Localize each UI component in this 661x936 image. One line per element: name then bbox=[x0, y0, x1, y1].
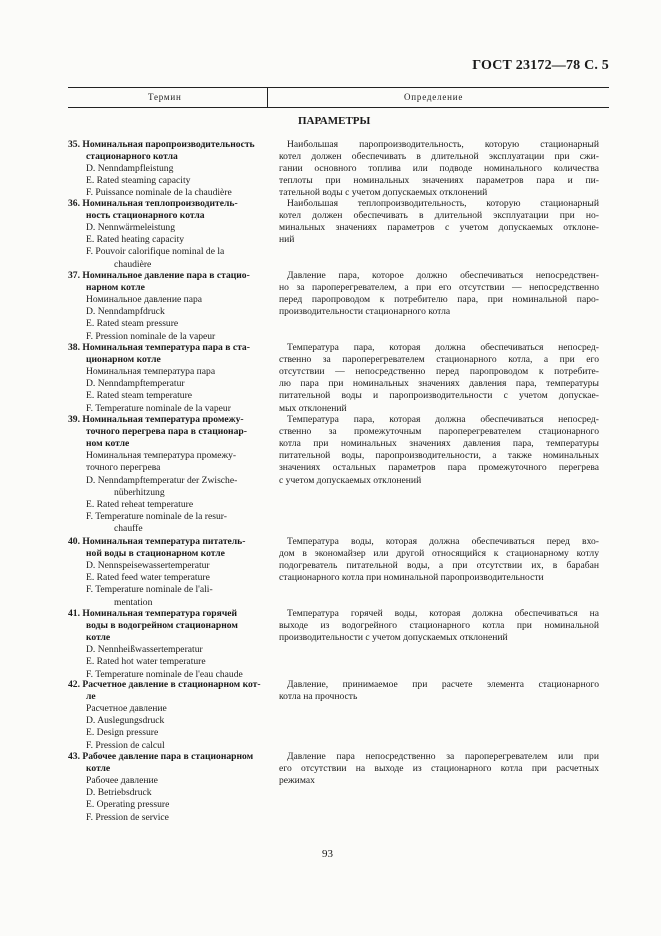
definition-line: режимах bbox=[279, 775, 315, 787]
term-line: E. Rated steaming capacity bbox=[86, 175, 191, 187]
term-line: D. Auslegungsdruck bbox=[86, 715, 165, 727]
term-line: F. Temperature nominale de la vapeur bbox=[86, 402, 231, 414]
term-line: котле bbox=[86, 763, 111, 775]
term-line: D. Nenndampftemperatur bbox=[86, 378, 185, 390]
definition-line: подогреватель питательной воды, а при отсутствии их, в барабан bbox=[279, 560, 599, 572]
term-line: ность стационарного котла bbox=[86, 210, 205, 222]
definition-line: теплоты при номинальных значениях параметров пара и пи- bbox=[279, 175, 599, 187]
term-line: ле bbox=[86, 691, 96, 703]
term-line: mentation bbox=[114, 596, 153, 608]
definition-line: Температура пара, которая должна обеспечиваться непосред- bbox=[287, 414, 599, 425]
definition-line: минальных значениях параметров с учетом допускаемых отклоне- bbox=[279, 222, 599, 234]
definition-line: значениях остальных параметров пара промежуточного перегрева bbox=[279, 462, 599, 474]
definition-line: Наибольшая паропроизводительность, которую стационарный bbox=[287, 139, 599, 150]
definition-line: его отсутствии на выходе из стационарного котла при расчетных bbox=[279, 763, 599, 775]
definition-line: ственно за промежуточным пароперегревателем стационарного bbox=[279, 426, 599, 438]
definition-line: тательной воды с учетом допускаемых отклонений bbox=[279, 187, 488, 199]
definition-line: мых отклонений bbox=[279, 402, 347, 414]
term-line: F. Temperature nominale de la resur- bbox=[86, 510, 227, 522]
term-line: стационарного котла bbox=[86, 151, 178, 163]
definition-line: производительности стационарного котла bbox=[279, 306, 451, 318]
definition-line: гании основного топлива или подводе номинального количества bbox=[279, 163, 599, 175]
term-line: 35. Номинальная паропроизводительность bbox=[68, 139, 255, 150]
term-line: 38. Номинальная температура пара в ста- bbox=[68, 342, 250, 353]
definition-line: отсутствии — непосредственно перед паропроводом к потребите- bbox=[279, 366, 599, 378]
term-line: D. Nenndampftemperatur der Zwische- bbox=[86, 474, 238, 486]
term-line: точного перегрева пара в стационар- bbox=[86, 426, 247, 438]
definition-line: ственно за пароперегревателем стационарного котла, а при его bbox=[279, 354, 599, 366]
term-line: E. Rated steam pressure bbox=[86, 318, 179, 330]
term-line: E. Rated feed water temperature bbox=[86, 572, 210, 584]
definition-line: перед паропроводом к потребителю пара, при номинальной паро- bbox=[279, 294, 599, 306]
page-number: 93 bbox=[322, 848, 333, 860]
term-line: ционарном котле bbox=[86, 354, 161, 366]
term-line: F. Pression de calcul bbox=[86, 739, 165, 751]
term-line: D. Nenndampfleistung bbox=[86, 163, 174, 175]
definition-line: питательной воды, паропроизводительности, а также номинальных bbox=[279, 450, 599, 462]
term-line: 43. Рабочее давление пара в стационарном bbox=[68, 751, 254, 762]
term-line: chaudière bbox=[114, 258, 152, 270]
definition-line: ний bbox=[279, 234, 295, 246]
definition-line: Температура воды, которая должна обеспечиваться перед вхо- bbox=[287, 536, 599, 547]
term-line: F. Puissance nominale de la chaudière bbox=[86, 187, 232, 199]
term-line: chauffe bbox=[114, 522, 143, 534]
term-line: D. Nennheißwassertemperatur bbox=[86, 644, 203, 656]
term-line: E. Rated steam temperature bbox=[86, 390, 193, 402]
term-line: 40. Номинальная температура питатель- bbox=[68, 536, 246, 547]
definition-line: с учетом допускаемых отклонений bbox=[279, 474, 422, 486]
term-line: D. Betriebsdruck bbox=[86, 787, 152, 799]
term-line: Расчетное давление bbox=[86, 703, 167, 715]
table-header-rule bbox=[68, 107, 609, 108]
term-line: E. Design pressure bbox=[86, 727, 159, 739]
term-line: F. Pression nominale de la vapeur bbox=[86, 330, 216, 342]
term-line: F. Temperature nominale de l'eau chaude bbox=[86, 668, 243, 680]
section-title: ПАРАМЕТРЫ bbox=[298, 115, 371, 127]
term-line: E. Operating pressure bbox=[86, 799, 170, 811]
term-line: D. Nenndampfdruck bbox=[86, 306, 165, 318]
table-top-rule bbox=[68, 87, 609, 88]
term-line: 39. Номинальная температура промежу- bbox=[68, 414, 244, 425]
definition-line: котла на прочность bbox=[279, 691, 358, 703]
term-line: F. Pouvoir calorifique nominal de la bbox=[86, 246, 225, 258]
term-line: 41. Номинальная температура горячей bbox=[68, 608, 238, 619]
term-line: котле bbox=[86, 632, 111, 644]
term-line: воды в водогрейном стационарном bbox=[86, 620, 238, 632]
term-line: 42. Расчетное давление в стационарном кот- bbox=[68, 679, 261, 690]
term-line: точного перегрева bbox=[86, 462, 161, 474]
term-line: nüberhitzung bbox=[114, 486, 165, 498]
term-column-header: Термин bbox=[148, 92, 182, 102]
table-header-divider bbox=[267, 87, 268, 108]
term-line: F. Temperature nominale de l'ali- bbox=[86, 584, 213, 596]
definition-line: производительности с учетом допускаемых отклонений bbox=[279, 632, 508, 644]
definition-line: Температура горячей воды, которая должна обеспечиваться на bbox=[287, 608, 599, 619]
term-line: E. Rated hot water temperature bbox=[86, 656, 206, 668]
term-line: ном котле bbox=[86, 438, 130, 450]
definition-line: Наибольшая теплопроизводительность, которую стационарный bbox=[287, 198, 599, 209]
term-line: нарном котле bbox=[86, 282, 145, 294]
definition-line: питательной воды и паропроизводительности с учетом допускае- bbox=[279, 390, 599, 402]
definition-line: стационарного котла при номинальной паропроизводительности bbox=[279, 572, 544, 584]
term-line: Номинальная температура промежу- bbox=[86, 450, 237, 462]
term-line: D. Nennwärmeleistung bbox=[86, 222, 175, 234]
term-line: 37. Номинальное давление пара в стацио- bbox=[68, 270, 250, 281]
term-line: D. Nennspeisewassertemperatur bbox=[86, 560, 210, 572]
definition-line: лю пара при номинальных значениях давления пара, температуры bbox=[279, 378, 599, 390]
definition-line: котел должен обеспечивать в длительной эксплуатации при сжи- bbox=[279, 151, 599, 163]
definition-line: котел должен обеспечивать в длительной эксплуатации при но- bbox=[279, 210, 599, 222]
definition-line: Температура пара, которая должна обеспечиваться непосред- bbox=[287, 342, 599, 353]
definition-line: Давление пара, которое должно обеспечиваться непосредствен- bbox=[287, 270, 599, 281]
standard-code-header: ГОСТ 23172—78 С. 5 bbox=[472, 58, 609, 73]
term-line: F. Pression de service bbox=[86, 811, 169, 823]
term-line: Рабочее давление bbox=[86, 775, 158, 787]
definition-line: выходе из водогрейного стационарного котла при номинальной bbox=[279, 620, 599, 632]
term-line: 36. Номинальная теплопроизводитель- bbox=[68, 198, 238, 209]
term-line: Номинальное давление пара bbox=[86, 294, 203, 306]
definition-line: но за пароперегревателем, а при его отсутствии — непосредственно bbox=[279, 282, 599, 294]
term-line: Номинальная температура пара bbox=[86, 366, 216, 378]
term-line: E. Rated heating capacity bbox=[86, 234, 185, 246]
definition-column-header: Определение bbox=[404, 92, 464, 102]
term-line: E. Rated reheat temperature bbox=[86, 498, 194, 510]
definition-line: Давление, принимаемое при расчете элемента стационарного bbox=[287, 679, 599, 690]
definition-line: котла при номинальных значениях давления пара, температуры bbox=[279, 438, 599, 450]
definition-line: дом в экономайзер или другой относящийся к стационарному котлу bbox=[279, 548, 599, 560]
term-line: ной воды в стационарном котле bbox=[86, 548, 225, 560]
definition-line: Давление пара непосредственно за пароперегревателем или при bbox=[287, 751, 599, 762]
